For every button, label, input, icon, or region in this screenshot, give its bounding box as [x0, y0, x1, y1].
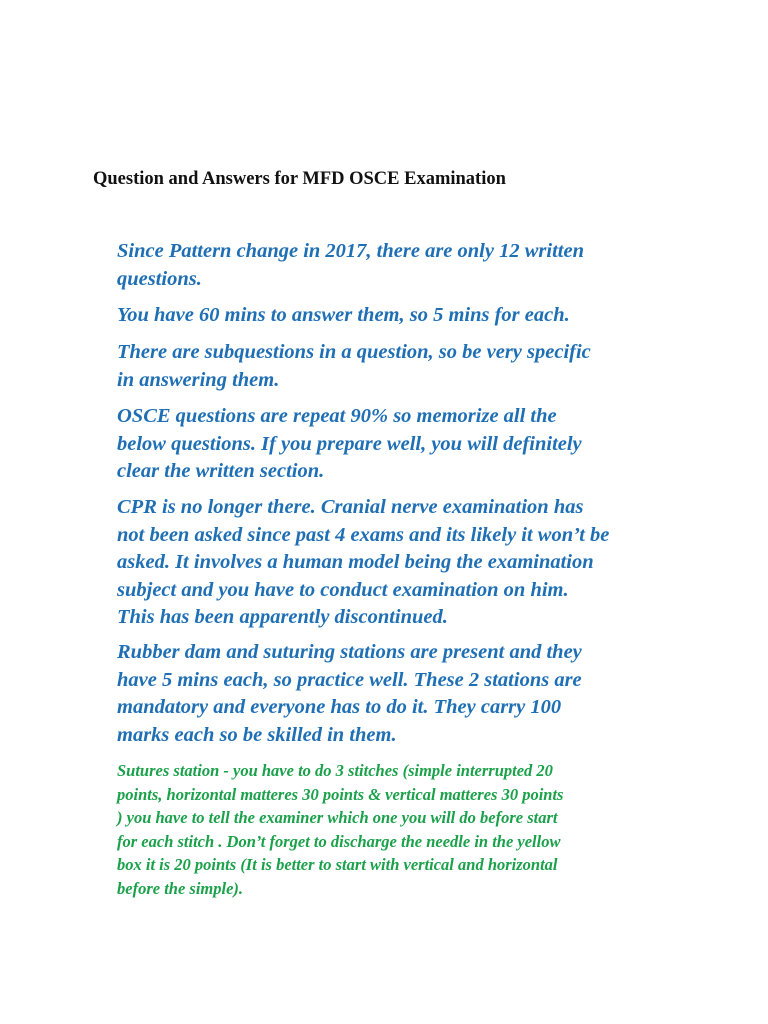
paragraph-line: Since Pattern change in 2017, there are only 12 written — [117, 240, 584, 262]
paragraph-line: for each stitch . Don’t forget to discharge the needle in the yellow — [117, 831, 561, 851]
paragraph-line: ) you have to tell the examiner which one you will do before start — [117, 808, 558, 827]
paragraph-time-limit — [117, 302, 570, 330]
paragraph-line: have 5 mins each, so practice well. These 2 stations are — [117, 668, 582, 691]
paragraph-line: marks each so be skilled in them. — [117, 723, 397, 746]
paragraph-line: box it is 20 points (It is better to start with vertical and horizontal — [117, 855, 558, 874]
paragraph-line: subject and you have to conduct examination on him. — [117, 578, 569, 601]
paragraph-line: questions. — [117, 267, 202, 290]
paragraph-line: You have 60 mins to answer them, so 5 mins for each. — [117, 304, 570, 326]
paragraph-repeat-questions — [117, 403, 582, 486]
paragraph-line: Rubber dam and suturing stations are present and they — [117, 641, 582, 663]
paragraph-line: CPR is no longer there. Cranial nerve examination has — [117, 496, 584, 518]
paragraph-line: mandatory and everyone has to do it. They carry 100 — [117, 696, 562, 718]
paragraph-line: OSCE questions are repeat 90% so memorize all the — [117, 405, 557, 427]
paragraph-line: asked. It involves a human model being the examination — [117, 551, 594, 573]
paragraph-line: This has been apparently discontinued. — [117, 606, 448, 628]
paragraph-line: below questions. If you prepare well, you will definitely — [117, 432, 582, 455]
paragraph-rubber-dam-suturing — [117, 639, 582, 749]
paragraph-line: not been asked since past 4 exams and its likely it won’t be — [117, 523, 610, 546]
paragraph-line: before the simple). — [117, 878, 244, 898]
paragraph-pattern-change — [117, 238, 584, 293]
paragraph-cpr-cranial — [117, 494, 609, 632]
document-title: Question and Answers for MFD OSCE Examination — [93, 169, 506, 189]
paragraph-sutures-station — [117, 759, 563, 900]
paragraph-subquestions — [117, 339, 591, 394]
paragraph-line: points, horizontal matteres 30 points & vertical matteres 30 points — [117, 784, 564, 804]
paragraph-line: in answering them. — [117, 368, 280, 391]
paragraph-line: There are subquestions in a question, so be very specific — [117, 341, 591, 363]
paragraph-line: clear the written section. — [117, 460, 325, 482]
paragraph-line: Sutures station - you have to do 3 stitches (simple interrupted 20 — [117, 761, 553, 780]
